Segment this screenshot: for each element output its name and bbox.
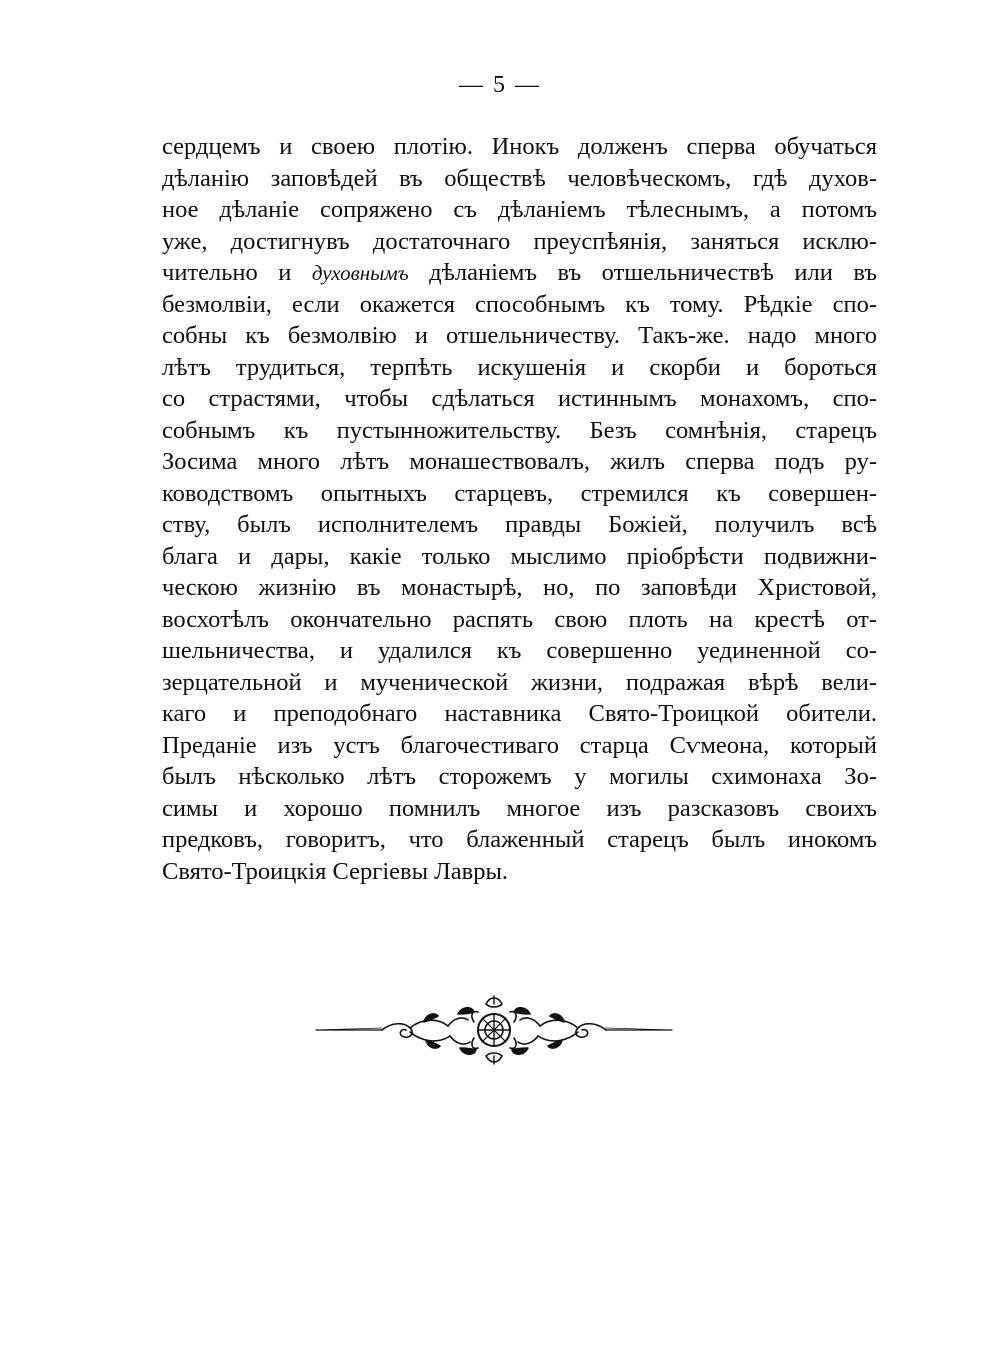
- text-line: собны къ безмолвію и отшельничеству. Такъ-же. надо много: [162, 322, 877, 349]
- text-line: собнымъ къ пустынножительству. Безъ сомнѣнія, старецъ: [162, 416, 877, 444]
- body-text: [162, 131, 877, 887]
- italic-word: духовнымъ: [311, 261, 409, 285]
- text-line: шельничества, и удалился къ совершенно уединенной со-: [162, 637, 877, 664]
- text-line: ству, былъ исполнителемъ правды Божіей, получилъ всѣ: [162, 511, 877, 538]
- text-line: Зосима много лѣтъ монашествовалъ, жилъ сперва подъ ру-: [162, 448, 877, 475]
- text-line: предковъ, говоритъ, что блаженный старецъ былъ инокомъ: [162, 826, 877, 853]
- text-line: каго и преподобнаго наставника Свято-Троицкой обители.: [162, 700, 877, 727]
- text-segment: чительно и: [162, 259, 312, 286]
- page-number: — 5 —: [459, 72, 541, 98]
- text-line: былъ нѣсколько лѣтъ сторожемъ у могилы схимонаха Зо-: [162, 763, 877, 790]
- text-line: со страстями, чтобы сдѣлаться истиннымъ монахомъ, спо-: [162, 385, 877, 412]
- floral-vignette-icon: [312, 992, 676, 1068]
- text-segment: дѣланіемъ въ отшельничествѣ или въ: [408, 259, 877, 286]
- text-line: зерцательной и мученической жизни, подражая вѣрѣ вели-: [162, 668, 877, 696]
- text-line: ное дѣланіе сопряжено съ дѣланіемъ тѣлеснымъ, а потомъ: [162, 196, 877, 223]
- text-line: Свято-Троицкія Сергіевы Лавры.: [162, 857, 509, 885]
- text-line: симы и хорошо помнилъ многое изъ разсказовъ своихъ: [162, 794, 877, 822]
- text-line: ческою жизнію въ монастырѣ, но, по заповѣди Христовой,: [162, 574, 877, 601]
- text-line: дѣланію заповѣдей въ обществѣ человѣческомъ, гдѣ духов-: [162, 164, 877, 192]
- text-line: ководствомъ опытныхъ старцевъ, стремился къ совершен-: [162, 479, 877, 507]
- text-line: безмолвіи, если окажется способнымъ къ тому. Рѣдкіе спо-: [162, 290, 877, 318]
- text-line: блага и дары, какіе только мыслимо пріобрѣсти подвижни-: [162, 542, 877, 570]
- text-line: [162, 257, 877, 289]
- text-line: сердцемъ и своею плотію. Инокъ долженъ сперва обучаться: [162, 133, 877, 160]
- text-line: восхотѣлъ окончательно распять свою плоть на крестѣ от-: [162, 605, 877, 633]
- text-line: Преданіе изъ устъ благочестиваго старца Сѵмеона, который: [162, 731, 877, 759]
- text-line: уже, достигнувъ достаточнаго преуспѣянія, заняться исклю-: [162, 227, 877, 255]
- text-line: лѣтъ трудиться, терпѣть искушенія и скорби и бороться: [162, 353, 877, 381]
